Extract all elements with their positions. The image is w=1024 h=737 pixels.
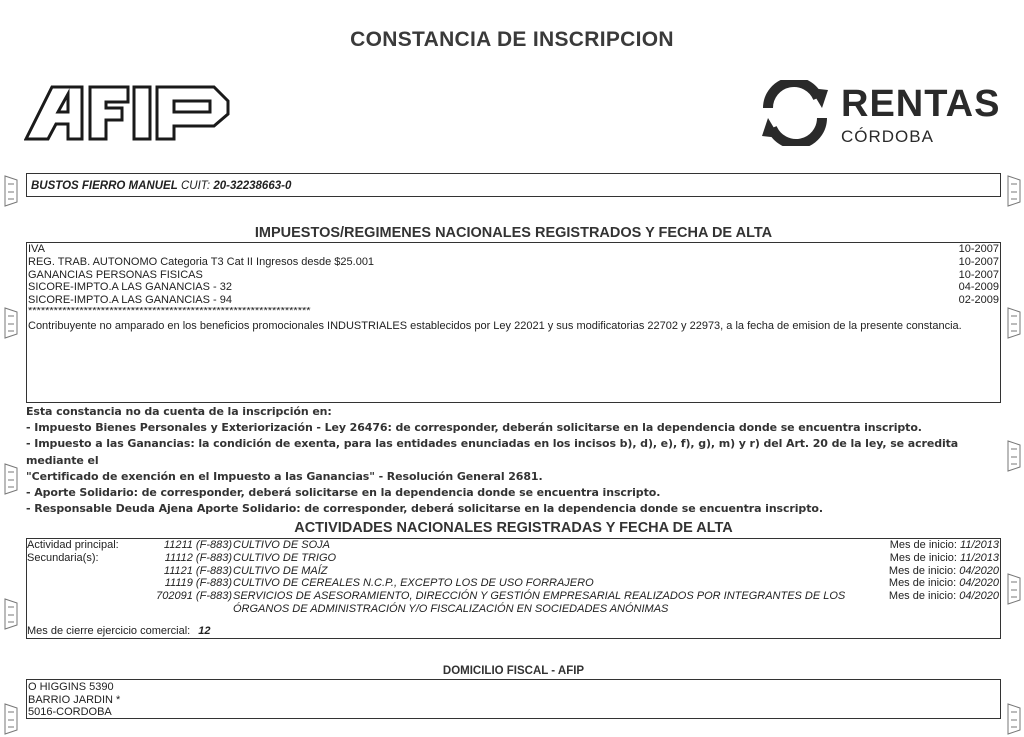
rentas-cordoba-logo <box>758 80 1008 150</box>
activities-box <box>26 538 1001 639</box>
activity-row <box>27 539 1000 552</box>
activity-start: Mes de inicio: 11/2013 <box>889 539 999 551</box>
tax-row <box>27 256 1000 269</box>
tax-date: 10-2007 <box>958 255 999 268</box>
activity-row <box>27 590 1000 603</box>
tax-name: GANANCIAS PERSONAS FISICAS <box>28 268 203 281</box>
tax-name: SICORE-IMPTO.A LAS GANANCIAS - 32 <box>28 281 232 294</box>
afip-watermark-icon <box>2 304 20 340</box>
note-line: Esta constancia no da cuenta de la inscripción en: <box>26 405 332 418</box>
note-line: - Aporte Solidario: de corresponder, deberá solicitarse en la dependencia donde se encuentra inscripto. <box>26 486 661 500</box>
separator-line: ****************************************************************** <box>28 306 311 316</box>
note-line: - Impuesto a las Ganancias: la condición de exenta, para las entidades enunciadas en los incisos b), d), e), f), g), m) y r) del Art. 20 de la ley, se acredita mediante el <box>26 437 959 467</box>
activity-code: 11211 (F-883) <box>163 539 232 551</box>
activity-row <box>27 565 1000 578</box>
afip-watermark-icon <box>2 460 20 496</box>
principal-label: Actividad principal: <box>27 539 119 551</box>
afip-watermark-icon <box>1005 700 1023 736</box>
closing-value: 12 <box>198 625 211 637</box>
domicile-section-title: DOMICILIO FISCAL - AFIP <box>442 665 585 677</box>
tax-row <box>27 269 1000 282</box>
activity-desc: CULTIVO DE SOJA <box>233 539 330 551</box>
activity-code: 11112 (F-883) <box>164 551 232 564</box>
activities-section-title: ACTIVIDADES NACIONALES REGISTRADAS Y FECHA DE ALTA <box>294 520 733 536</box>
secondary-label: Secundaria(s): <box>27 551 99 564</box>
taxes-box <box>26 242 1001 403</box>
note-line: "Certificado de exención en el Impuesto a las Ganancias" - Resolución General 2681. <box>26 469 543 483</box>
note-line: - Impuesto Bienes Personales y Exteriorización - Ley 26476: de corresponder, deberán solicitarse en la dependencia donde se encuentra inscripto. <box>26 421 922 435</box>
afip-watermark-icon <box>1005 172 1023 208</box>
rentas-arrows-icon <box>758 80 834 146</box>
cuit-value: 20-32238663-0 <box>213 180 292 192</box>
activity-row-continuation <box>27 603 1000 616</box>
page-title: CONSTANCIA DE INSCRIPCION <box>350 28 674 51</box>
activity-desc-continuation: ÓRGANOS DE ADMINISTRACIÓN Y/O FISCALIZACIÓN EN SOCIEDADES ANÓNIMAS <box>233 602 669 615</box>
cuit-label: CUIT: <box>180 180 211 192</box>
taxes-section-title: IMPUESTOS/REGIMENES NACIONALES REGISTRADOS Y FECHA DE ALTA <box>254 225 773 241</box>
address-line: O HIGGINS 5390 <box>28 681 114 693</box>
afip-watermark-icon <box>1005 570 1023 606</box>
rentas-subtitle: CÓRDOBA <box>841 127 934 146</box>
afip-watermark-icon <box>2 700 20 736</box>
tax-row <box>27 281 1000 294</box>
activity-code: 11119 (F-883) <box>164 577 232 590</box>
afip-watermark-icon <box>2 595 20 631</box>
activity-start: Mes de inicio: 04/2020 <box>888 577 999 590</box>
activity-row <box>27 552 1000 565</box>
tax-row <box>27 294 1000 307</box>
address-line: BARRIO JARDIN * <box>28 693 121 706</box>
activity-start: Mes de inicio: 04/2020 <box>888 590 999 603</box>
promotional-note: Contribuyente no amparado en los beneficios promocionales INDUSTRIALES establecidos por Ley 22021 y sus modificatorias 22702 y 22973, a la fecha de emision de la presente constancia. <box>28 319 962 332</box>
rentas-word: RENTAS <box>841 83 1001 125</box>
afip-logo <box>24 84 234 142</box>
tax-name: SICORE-IMPTO.A LAS GANANCIAS - 94 <box>28 294 232 307</box>
tax-row <box>27 243 1000 256</box>
activity-desc: SERVICIOS DE ASESORAMIENTO, DIRECCIÓN Y GESTIÓN EMPRESARIAL REALIZADOS POR INTEGRANTES DE LOS <box>233 590 846 603</box>
activity-desc: CULTIVO DE CEREALES N.C.P., EXCEPTO LOS DE USO FORRAJERO <box>233 577 594 590</box>
activity-desc: CULTIVO DE TRIGO <box>233 551 337 564</box>
tax-date: 02-2009 <box>958 294 999 307</box>
afip-watermark-icon <box>1005 304 1023 340</box>
tax-name: IVA <box>28 243 45 255</box>
activity-desc: CULTIVO DE MAÍZ <box>233 564 328 577</box>
tax-date: 10-2007 <box>958 268 999 281</box>
taxpayer-name: BUSTOS FIERRO MANUEL <box>31 180 178 192</box>
activity-row <box>27 577 1000 590</box>
activity-start: Mes de inicio: 11/2013 <box>889 551 999 564</box>
tax-date: 04-2009 <box>958 281 999 294</box>
afip-watermark-icon <box>1005 437 1023 473</box>
note-line: - Responsable Deuda Ajena Aporte Solidario: de corresponder, deberá solicitarse en la dependencia donde se encuentra inscripto. <box>26 502 823 516</box>
afip-watermark-icon <box>2 172 20 208</box>
domicile-box <box>26 679 1001 719</box>
address-line: 5016-CORDOBA <box>28 706 112 719</box>
tax-date: 10-2007 <box>958 243 999 255</box>
taxpayer-box <box>26 173 1001 197</box>
activity-code: 11121 (F-883) <box>163 564 232 577</box>
tax-name: REG. TRAB. AUTONOMO Categoria T3 Cat II Ingresos desde $25.001 <box>28 255 375 268</box>
closing-label: Mes de cierre ejercicio comercial: <box>27 625 191 637</box>
activity-start: Mes de inicio: 04/2020 <box>888 564 999 577</box>
notes-block <box>26 404 1001 517</box>
fiscal-year-close <box>27 625 210 638</box>
activity-code: 702091 (F-883) <box>156 590 232 603</box>
